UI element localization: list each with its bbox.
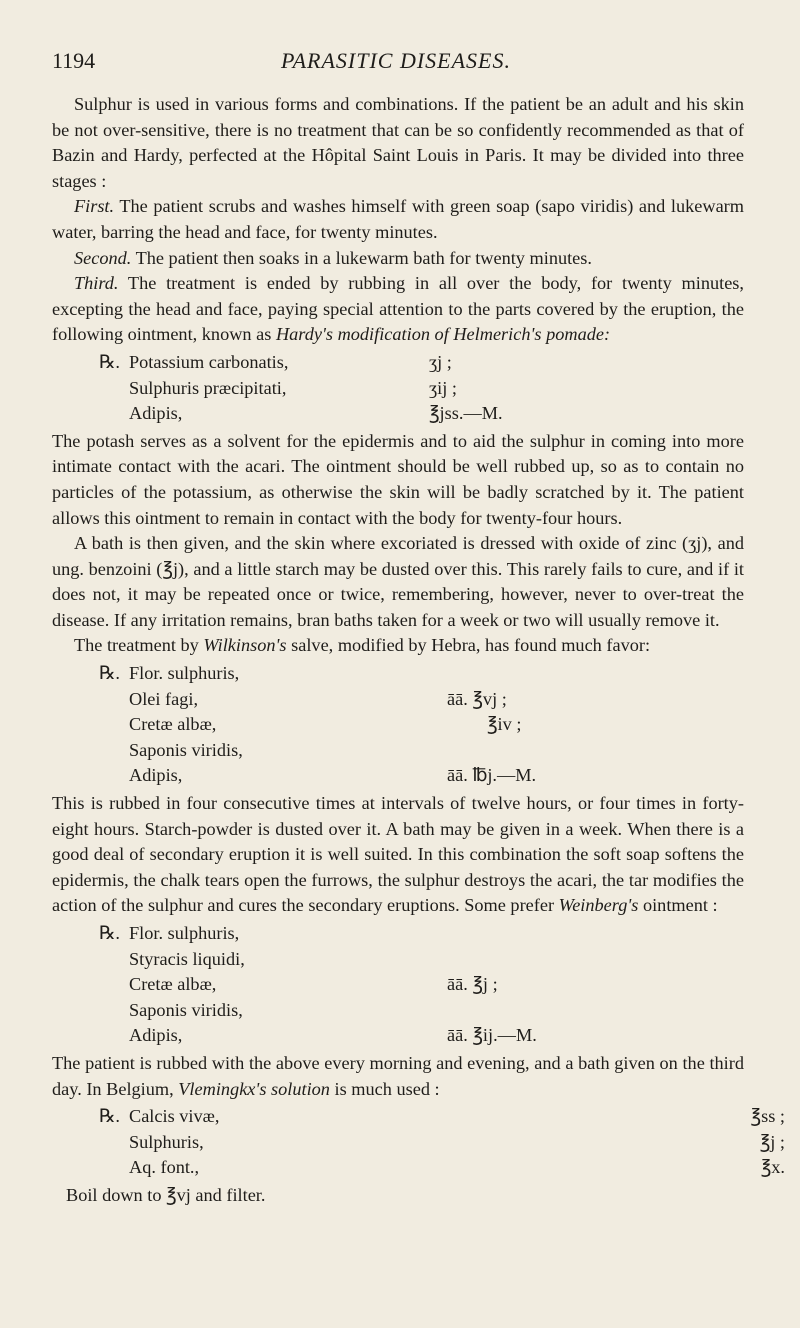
ointment-name: Weinberg's (558, 895, 639, 916)
prescription-line (99, 998, 744, 1024)
recipe-symbol: ℞. (99, 923, 120, 943)
paragraph-bath: A bath is then given, and the skin where excoriated is dressed with oxide of zinc (ʒj), and ung. benzoini (℥j), and a little starch may be dusted over this. This rarely fails to cure, and if it does not, it may be repeated once or twice, remembering, however, never to over-treat the disease. If any irritation remains, bran baths taken for a week or two will usually remove it. (52, 533, 744, 630)
ingredient-quantity: ℥jss.—M. (429, 403, 503, 424)
page-header (52, 46, 740, 76)
prescription-instruction: Boil down to ℥vj and filter. (66, 1184, 266, 1205)
ingredient-quantity: ℥iv ; (487, 714, 522, 735)
ingredient-name: Sulphuris præcipitati, (129, 377, 287, 398)
ingredient-name: Saponis viridis, (129, 739, 243, 760)
ingredient-name: Cretæ albæ, (129, 714, 217, 735)
stage-label: Second. (73, 247, 132, 268)
prescription-line (99, 972, 744, 998)
ingredient-name: Adipis, (129, 765, 183, 786)
recipe-symbol (99, 687, 129, 713)
paragraph-second-stage (52, 246, 744, 272)
prescription-line (99, 1023, 744, 1049)
recipe-symbol (99, 1155, 129, 1181)
recipe-symbol: ℞. (99, 351, 120, 372)
recipe-symbol (99, 763, 129, 789)
ingredient-name: Flor. sulphuris, (129, 663, 240, 684)
prescription-line (99, 350, 744, 376)
recipe-symbol (99, 972, 129, 998)
prescription-line (99, 401, 744, 427)
recipe-symbol (99, 998, 129, 1024)
ingredient-name: Aq. font., (129, 1157, 200, 1178)
stage-label: First. (73, 196, 115, 217)
running-title: PARASITIC DISEASES. (280, 48, 511, 73)
ingredient-name: Styracis liquidi, (129, 948, 245, 969)
recipe-symbol: ℞. (99, 1106, 120, 1127)
ingredient-name: Adipis, (129, 403, 183, 424)
prescription-vlemingkx (52, 1104, 785, 1181)
prescription-line (99, 763, 744, 789)
paragraph-wilkinson (52, 633, 744, 659)
recipe-symbol (99, 376, 129, 402)
prescription-line (99, 921, 744, 947)
ingredient-name: Potassium carbonatis, (129, 351, 289, 372)
ingredient-name: Flor. sulphuris, (129, 923, 240, 943)
ingredient-name: Olei fagi, (129, 688, 199, 709)
ingredient-quantity: ℥x. (760, 1157, 785, 1178)
text-run: This is rubbed in four consecutive times at intervals of twelve hours, or four times in forty-eight hours. Starch-powder is dusted over it. A bath may be given in a week. When there is a good deal of secondary eruption it is well suited. In this combination the soft soap softens the epidermis, the chalk tears open the furrows, the sulphur destroys the acari, the tar modifies the action of the sulphur and cures the secondary eruptions. Some prefer (52, 793, 744, 916)
ingredient-name: Cretæ albæ, (129, 974, 217, 995)
salve-name: Wilkinson's (203, 635, 287, 656)
prescription-line (99, 661, 744, 687)
recipe-symbol (99, 401, 129, 427)
prescription-line (99, 1104, 785, 1130)
prescription-hardy (52, 350, 744, 427)
stage-label: Third. (73, 273, 119, 294)
stage-text: The treatment is ended by rubbing in all over the body, for twenty minutes, excepting the head and face, paying special attention to the parts covered by the eruption, the following ointment, known as (52, 273, 744, 345)
paragraph-third-stage (52, 271, 744, 348)
ingredient-name: Saponis viridis, (129, 999, 243, 1020)
recipe-symbol (99, 738, 129, 764)
text-run: The treatment by (73, 635, 204, 656)
prescription-line (99, 712, 744, 738)
recipe-symbol: ℞. (99, 663, 120, 684)
page-number: 1194 (52, 48, 96, 73)
prescription-line (99, 1155, 785, 1181)
ingredient-quantity: āā. ℥vj ; (447, 688, 507, 709)
prescription-wilkinson (52, 661, 744, 789)
prescription-line (99, 738, 744, 764)
ingredient-quantity: ʒij ; (429, 377, 457, 398)
prescription-line (99, 687, 744, 713)
ingredient-name: Adipis, (129, 1025, 183, 1046)
ingredient-quantity: ℥j ; (759, 1131, 785, 1152)
ingredient-quantity: āā. ℔j.—M. (447, 765, 537, 786)
text-run: The patient is rubbed with the above every morning and evening, and a bath given on the third day. In Belgium, (52, 1052, 744, 1099)
prescription-weinberg (52, 921, 744, 1049)
ingredient-quantity: āā. ℥j ; (447, 974, 498, 995)
prescription-line (99, 947, 744, 973)
text-run: ointment : (638, 895, 718, 916)
ingredient-quantity: ℥ss ; (750, 1106, 785, 1127)
ingredient-name: Calcis vivæ, (129, 1106, 220, 1127)
recipe-symbol (99, 1023, 129, 1049)
page-body (52, 92, 785, 1209)
stage-text: The patient scrubs and washes himself with green soap (sapo viridis) and lukewarm water, barring the head and face, for twenty minutes. (52, 196, 744, 242)
prescription-line (99, 1130, 785, 1156)
ingredient-quantity: ʒj ; (429, 351, 452, 372)
paragraph-rubbing (52, 791, 744, 919)
recipe-symbol (99, 1130, 129, 1156)
paragraph-intro: Sulphur is used in various forms and combinations. If the patient be an adult and his skin be not over-sensitive, there is no treatment that can be so confidently recommended as that of Bazin and Hardy, perfected at the Hôpital Saint Louis in Paris. It may be divided into three stages : (52, 94, 744, 191)
text-run: salve, modified by Hebra, has found much favor: (286, 635, 651, 656)
ointment-name: Hardy's modification of Helmerich's pomade: (275, 324, 611, 345)
paragraph-first-stage (52, 194, 744, 245)
recipe-symbol (99, 712, 129, 738)
text-run: is much used : (329, 1078, 440, 1099)
paragraph-potash: The potash serves as a solvent for the epidermis and to aid the sulphur in coming into more intimate contact with the acari. The ointment should be well rubbed up, so as to contain no particles of the potassium, as otherwise the skin will be badly scratched by it. The patient allows this ointment to remain in contact with the body for twenty-four hours. (52, 430, 744, 528)
ingredient-name: Sulphuris, (129, 1131, 204, 1152)
solution-name: Vlemingkx's solution (178, 1078, 330, 1099)
recipe-symbol (99, 947, 129, 973)
stage-text: The patient then soaks in a lukewarm bath for twenty minutes. (131, 247, 592, 268)
prescription-line (99, 376, 744, 402)
ingredient-quantity: āā. ℥ij.—M. (447, 1025, 537, 1046)
paragraph-belgium (52, 1051, 744, 1102)
